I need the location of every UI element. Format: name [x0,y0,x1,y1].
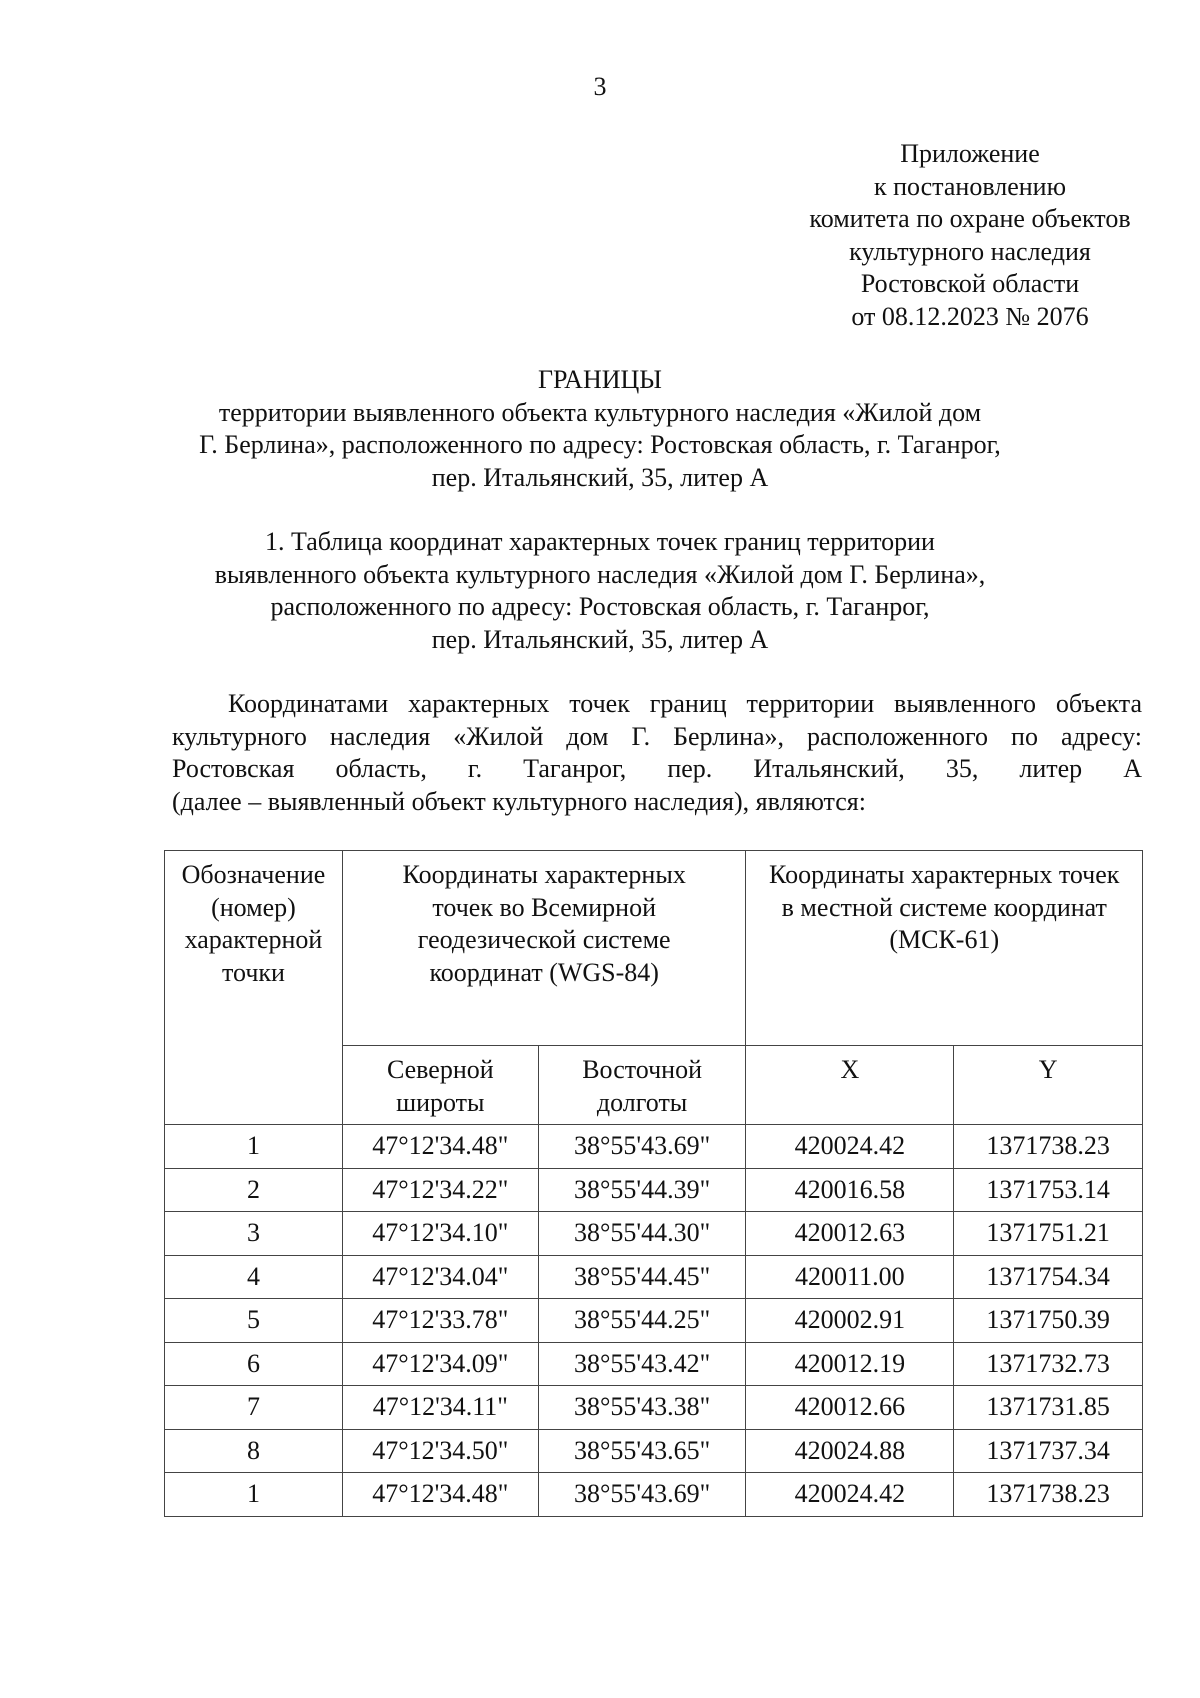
cell-x: 420012.63 [746,1212,954,1256]
cell-latitude: 47°12'34.09" [342,1342,538,1386]
intro-paragraph [172,688,1142,818]
cell-y: 1371738.23 [954,1473,1143,1517]
header-text: в местной системе координат [781,892,1107,922]
cell-x: 420012.19 [746,1342,954,1386]
cell-longitude: 38°55'43.38" [538,1386,746,1430]
subheader-longitude [538,1046,746,1125]
cell-longitude: 38°55'43.65" [538,1429,746,1473]
header-msk61 [746,851,1143,1046]
cell-y: 1371753.14 [954,1168,1143,1212]
table-row [165,1299,1143,1343]
title-line: пер. Итальянский, 35, литер А [431,462,769,492]
subheader-latitude [342,1046,538,1125]
cell-y: 1371754.34 [954,1255,1143,1299]
appendix-date-line: от 08.12.2023 № 2076 [851,301,1089,331]
cell-y: 1371737.34 [954,1429,1143,1473]
cell-longitude: 38°55'43.42" [538,1342,746,1386]
cell-latitude: 47°12'34.50" [342,1429,538,1473]
paragraph-line: культурного наследия «Жилой дом Г. Берлина», расположенного по адресу: [172,721,1142,751]
cell-longitude: 38°55'44.30" [538,1212,746,1256]
appendix-line: комитета по охране объектов [809,204,1131,233]
title-line: территории выявленного объекта культурного наследия «Жилой дом [218,397,982,427]
subheader-x: X [746,1046,954,1125]
header-text: широты [396,1087,485,1117]
header-text: точки [221,957,285,987]
cell-latitude: 47°12'34.10" [342,1212,538,1256]
cell-point: 1 [165,1125,343,1169]
cell-x: 420024.88 [746,1429,954,1473]
header-text: Северной [386,1055,494,1084]
table-title-line: выявленного объекта культурного наследия «Жилой дом Г. Берлина», [214,559,986,589]
appendix-block [760,138,1180,333]
appendix-line: к постановлению [873,171,1067,201]
table-row [165,1342,1143,1386]
header-text: Координаты характерных точек [769,860,1120,889]
paragraph-line: (далее – выявленный объект культурного наследия), являются: [172,786,866,816]
table-row [165,1429,1143,1473]
appendix-line: Ростовской области [860,269,1080,298]
header-text: характерной [184,925,323,954]
cell-point: 5 [165,1299,343,1343]
cell-x: 420024.42 [746,1473,954,1517]
page-number: 3 [593,72,607,101]
cell-longitude: 38°55'44.25" [538,1299,746,1343]
cell-longitude: 38°55'43.69" [538,1473,746,1517]
cell-point: 7 [165,1386,343,1430]
cell-latitude: 47°12'34.48" [342,1125,538,1169]
document-title [0,364,1200,494]
cell-latitude: 47°12'34.11" [342,1386,538,1430]
paragraph-line: Координатами характерных точек границ территории выявленного объекта [228,689,1142,718]
table-row [165,1473,1143,1517]
cell-longitude: 38°55'44.39" [538,1168,746,1212]
table-row [165,1386,1143,1430]
cell-latitude: 47°12'33.78" [342,1299,538,1343]
table-row [165,1255,1143,1299]
header-wgs84 [342,851,746,1046]
header-text: Восточной [582,1055,702,1084]
header-point-number [165,851,343,1125]
cell-y: 1371732.73 [954,1342,1143,1386]
title-heading: ГРАНИЦЫ [538,365,662,394]
header-text: Обозначение [181,860,326,889]
cell-point: 1 [165,1473,343,1517]
cell-point: 6 [165,1342,343,1386]
cell-y: 1371738.23 [954,1125,1143,1169]
table-header-row [165,851,1143,1046]
paragraph-line: Ростовская область, г. Таганрог, пер. Итальянский, 35, литер А [172,754,1142,783]
cell-y: 1371751.21 [954,1212,1143,1256]
cell-latitude: 47°12'34.48" [342,1473,538,1517]
table-row [165,1168,1143,1212]
cell-x: 420012.66 [746,1386,954,1430]
cell-point: 2 [165,1168,343,1212]
table-title-line: пер. Итальянский, 35, литер А [431,624,769,654]
coordinates-table [164,850,1143,1517]
header-text: Координаты характерных [402,860,686,889]
table-row [165,1125,1143,1169]
header-text: координат (WGS-84) [429,957,659,987]
cell-y: 1371750.39 [954,1299,1143,1343]
title-line: Г. Берлина», расположенного по адресу: Ростовская область, г. Таганрог, [199,430,1001,459]
cell-y: 1371731.85 [954,1386,1143,1430]
appendix-line: культурного наследия [849,236,1091,266]
header-text: (номер) [211,892,296,922]
cell-point: 8 [165,1429,343,1473]
appendix-line: Приложение [900,139,1040,168]
subheader-y: Y [954,1046,1143,1125]
cell-x: 420024.42 [746,1125,954,1169]
cell-latitude: 47°12'34.04" [342,1255,538,1299]
table-title-line: расположенного по адресу: Ростовская область, г. Таганрог, [270,592,930,621]
cell-longitude: 38°55'43.69" [538,1125,746,1169]
cell-x: 420011.00 [746,1255,954,1299]
cell-point: 4 [165,1255,343,1299]
header-text: долготы [596,1087,688,1117]
table-row [165,1212,1143,1256]
cell-x: 420002.91 [746,1299,954,1343]
header-text: точек во Всемирной [432,892,657,922]
table-title [0,526,1200,656]
table-title-line: 1. Таблица координат характерных точек границ территории [265,527,935,556]
header-text: геодезической системе [417,925,671,954]
cell-point: 3 [165,1212,343,1256]
cell-latitude: 47°12'34.22" [342,1168,538,1212]
cell-x: 420016.58 [746,1168,954,1212]
cell-longitude: 38°55'44.45" [538,1255,746,1299]
header-text: (МСК-61) [889,925,1000,954]
